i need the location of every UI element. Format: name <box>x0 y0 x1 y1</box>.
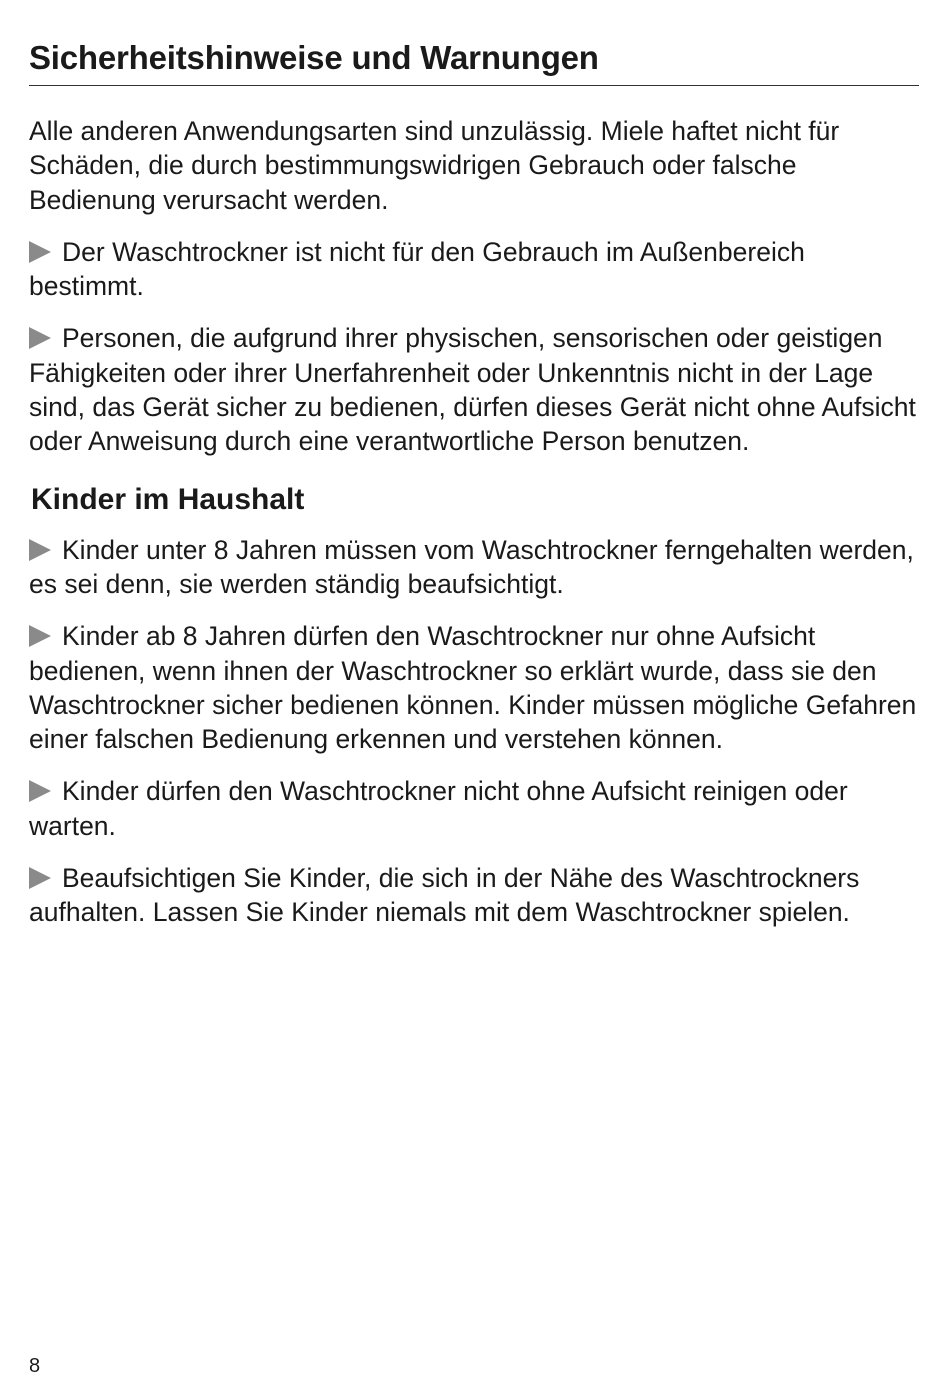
warning-item <box>29 321 919 458</box>
page-title: Sicherheitshinweise und Warnungen <box>29 39 599 76</box>
warning-text: Personen, die aufgrund ihrer physischen, sensorischen oder geistigen Fähigkeiten oder ihrer Unerfahrenheit oder Unkenntnis nicht in der Lage sind, das Gerät sicher zu bedienen, dürfen dieses Gerät nicht ohne Aufsicht oder Anweisung durch eine verantwortliche Person benutzen. <box>29 323 916 457</box>
warning-item <box>29 861 919 930</box>
title-divider <box>29 85 919 86</box>
warning-item <box>29 619 919 756</box>
warning-text: Kinder unter 8 Jahren müssen vom Waschtrockner ferngehalten werden, es sei denn, sie werden ständig beaufsichtigt. <box>29 534 914 599</box>
warning-text: Beaufsichtigen Sie Kinder, die sich in der Nähe des Waschtrockners aufhalten. Lassen Sie Kinder niemals mit dem Waschtrockner spielen. <box>29 863 860 928</box>
warning-item <box>29 533 919 602</box>
triangle-right-icon <box>29 539 51 561</box>
warning-text: Kinder dürfen den Waschtrockner nicht ohne Aufsicht reinigen oder warten. <box>29 776 848 841</box>
triangle-right-icon <box>29 241 51 263</box>
triangle-right-icon <box>29 625 51 647</box>
page-number: 8 <box>29 1355 41 1377</box>
page-content <box>29 114 919 948</box>
warning-text: Der Waschtrockner ist nicht für den Gebrauch im Außenbereich bestimmt. <box>29 236 805 302</box>
triangle-right-icon <box>29 867 51 889</box>
warning-item <box>29 774 919 843</box>
intro-paragraph: Alle anderen Anwendungsarten sind unzulässig. Miele haftet nicht für Schäden, die durch bestimmungswidrigen Gebrauch oder falsche Bedienung verursacht werden. <box>29 116 840 215</box>
warning-text: Kinder ab 8 Jahren dürfen den Waschtrockner nur ohne Aufsicht bedienen, wenn ihnen der Waschtrockner so erklärt wurde, dass sie den Waschtrockner sicher bedienen können. Kinder müssen mögliche Gefahren einer falschen Bedienung erkennen und verstehen können. <box>29 621 917 755</box>
section-heading-children: Kinder im Haushalt <box>31 482 305 516</box>
warning-item <box>29 235 919 304</box>
triangle-right-icon <box>29 327 51 349</box>
triangle-right-icon <box>29 780 51 802</box>
